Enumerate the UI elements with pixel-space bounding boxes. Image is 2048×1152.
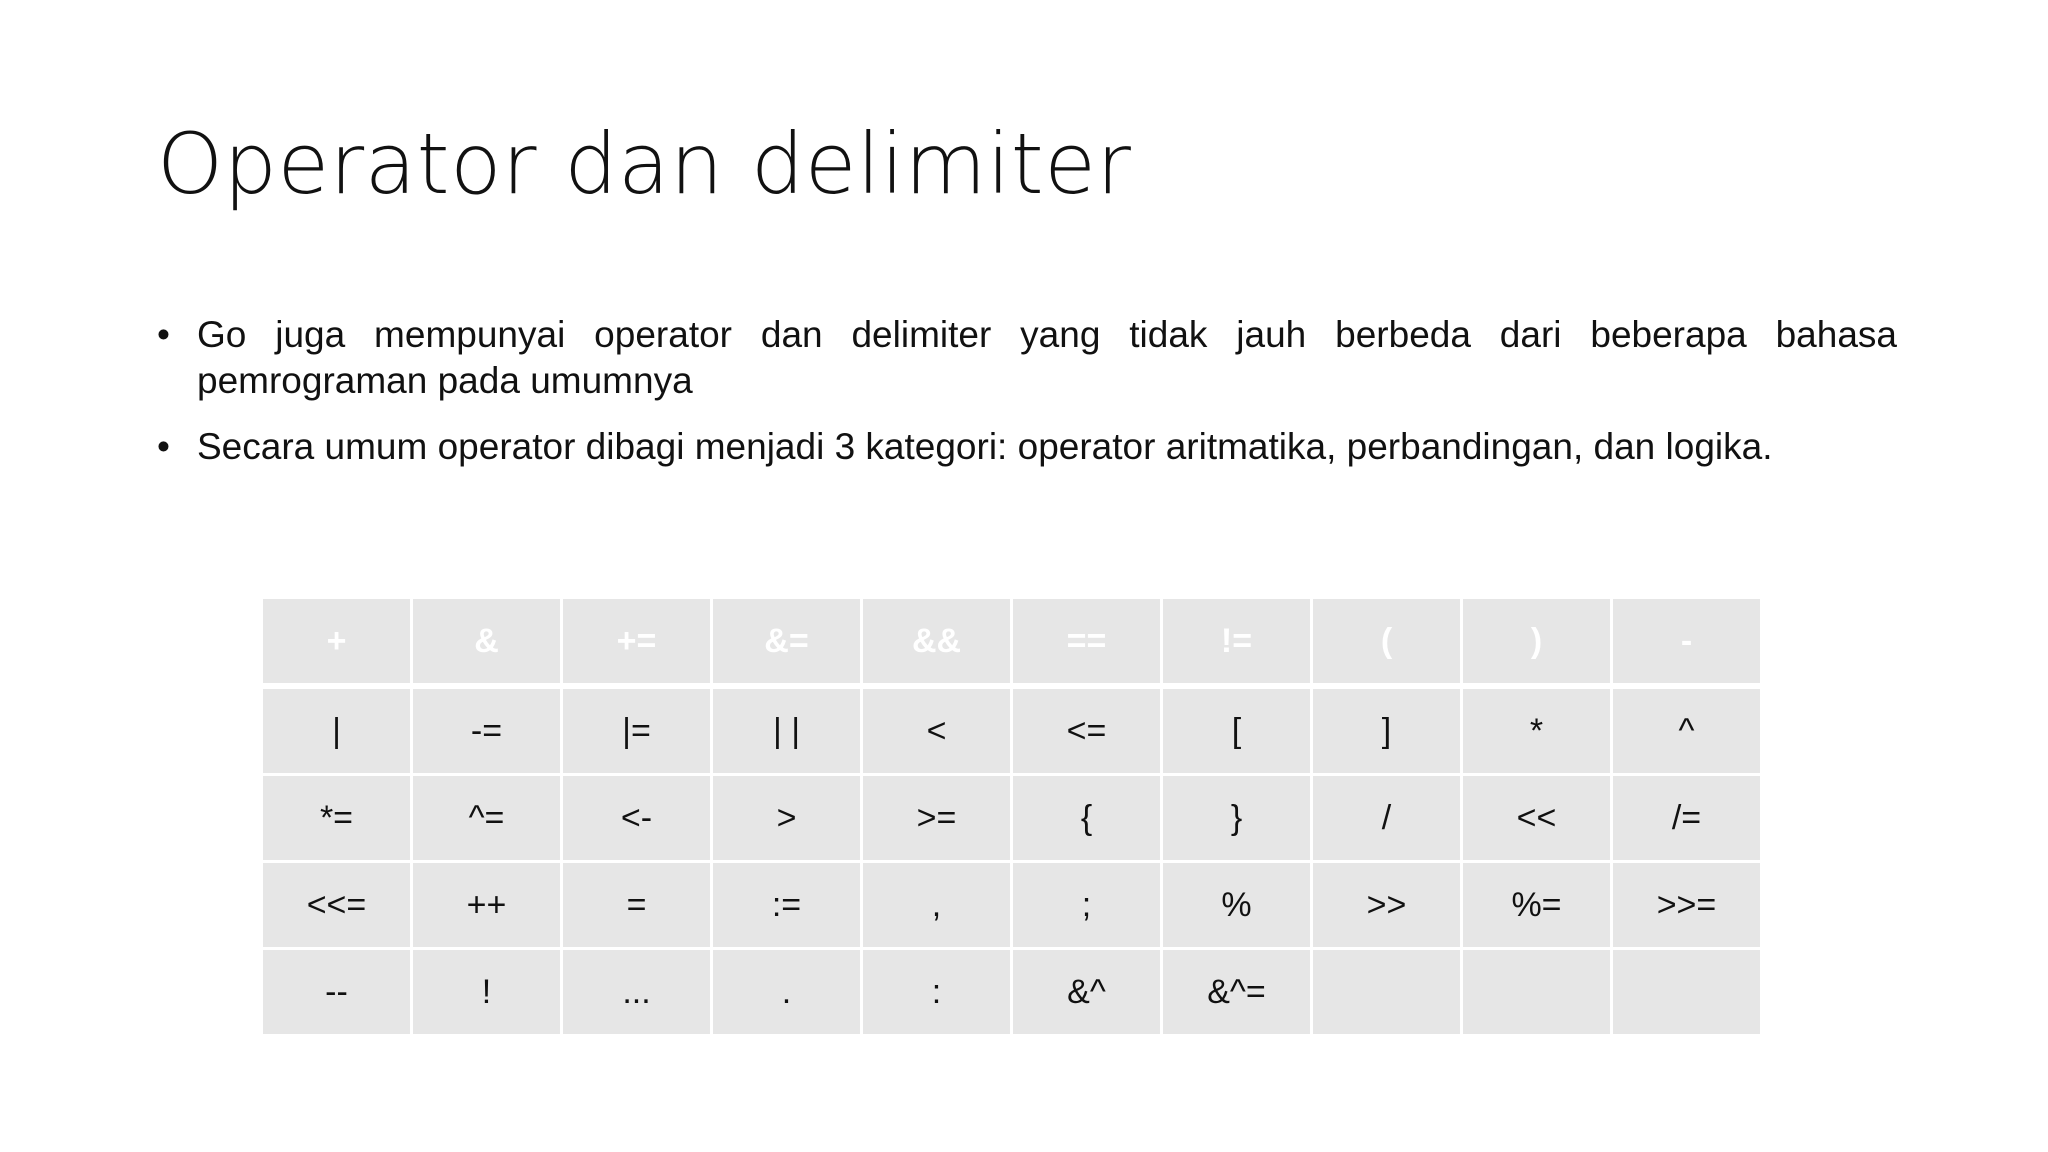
table-cell: >> — [1312, 862, 1462, 949]
table-cell: ^ — [1612, 686, 1762, 775]
table-cell: ] — [1312, 686, 1462, 775]
bullet-item — [157, 312, 1897, 404]
table-cell: >>= — [1612, 862, 1762, 949]
table-cell: %= — [1462, 862, 1612, 949]
table-cell: [ — [1162, 686, 1312, 775]
table-header-cell: - — [1612, 598, 1762, 687]
table-cell: ; — [1012, 862, 1162, 949]
bullet-icon: • — [157, 314, 170, 355]
table-cell: *= — [262, 775, 412, 862]
table-cell: | — [262, 686, 412, 775]
bullet-text: Go juga mempunyai operator dan delimiter yang tidak jauh berbeda dari beberapa bahasa pemrograman pada umumnya — [197, 314, 1897, 401]
table-cell — [1612, 949, 1762, 1036]
table-header-cell: & — [412, 598, 562, 687]
table-cell: &^= — [1162, 949, 1312, 1036]
table-cell: . — [712, 949, 862, 1036]
bullet-item — [157, 424, 1897, 470]
table-cell: > — [712, 775, 862, 862]
table-cell: ^= — [412, 775, 562, 862]
table-row — [262, 949, 1762, 1036]
table-cell: < — [862, 686, 1012, 775]
slide-title: Operator dan delimiter — [157, 115, 1132, 213]
table-cell: <- — [562, 775, 712, 862]
table-cell: % — [1162, 862, 1312, 949]
table-header-cell: != — [1162, 598, 1312, 687]
table-cell: <<= — [262, 862, 412, 949]
table-row — [262, 686, 1762, 775]
table-cell: * — [1462, 686, 1612, 775]
table-cell: := — [712, 862, 862, 949]
table-cell — [1312, 949, 1462, 1036]
table-cell: |= — [562, 686, 712, 775]
table-cell: << — [1462, 775, 1612, 862]
table-header-cell: ) — [1462, 598, 1612, 687]
table-header-cell: + — [262, 598, 412, 687]
table-cell: / — [1312, 775, 1462, 862]
table-header-cell: == — [1012, 598, 1162, 687]
table-cell: -- — [262, 949, 412, 1036]
table-cell: { — [1012, 775, 1162, 862]
table-cell: /= — [1612, 775, 1762, 862]
table-row — [262, 775, 1762, 862]
table-cell: } — [1162, 775, 1312, 862]
table-row — [262, 862, 1762, 949]
table-header-cell: &= — [712, 598, 862, 687]
table-cell: ++ — [412, 862, 562, 949]
table-cell: <= — [1012, 686, 1162, 775]
table-cell: = — [562, 862, 712, 949]
table-cell: >= — [862, 775, 1012, 862]
table-header-cell: += — [562, 598, 712, 687]
table-header-cell: ( — [1312, 598, 1462, 687]
table-cell: : — [862, 949, 1012, 1036]
bullet-list — [157, 312, 1897, 490]
table-cell: -= — [412, 686, 562, 775]
table-cell — [1462, 949, 1612, 1036]
table-cell: ... — [562, 949, 712, 1036]
bullet-icon: • — [157, 426, 170, 467]
bullet-text: Secara umum operator dibagi menjadi 3 kategori: operator aritmatika, perbandingan, dan logika. — [197, 426, 1773, 467]
table-cell: ! — [412, 949, 562, 1036]
table-header-cell: && — [862, 598, 1012, 687]
table-cell: &^ — [1012, 949, 1162, 1036]
table-cell: | | — [712, 686, 862, 775]
operator-table — [260, 596, 1763, 1037]
table-cell: , — [862, 862, 1012, 949]
table-header-row — [262, 598, 1762, 687]
